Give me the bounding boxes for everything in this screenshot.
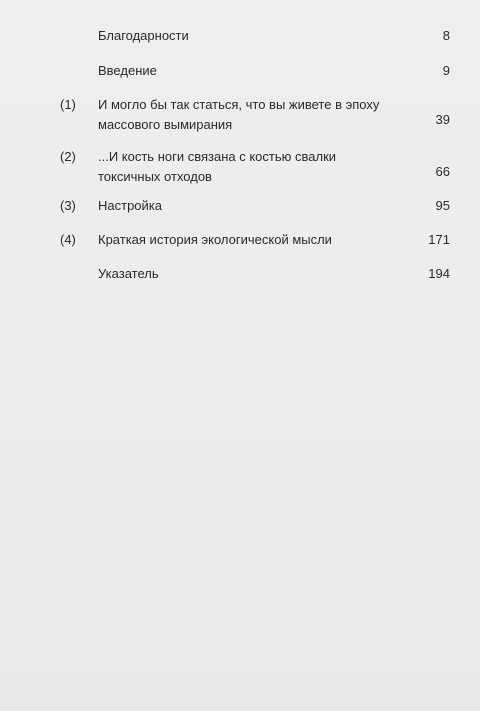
toc-title-line: токсичных отходов: [98, 169, 212, 184]
toc-title-line: массового вымирания: [98, 117, 233, 132]
toc-entry-title: [98, 95, 398, 135]
toc-entry-title: [98, 230, 398, 250]
toc-title-line: Настройка: [98, 198, 162, 213]
toc-page-number: 95: [435, 198, 450, 213]
toc-entry-title: [98, 264, 398, 284]
toc-chapter-number: (2): [60, 149, 76, 164]
toc-title-line: Указатель: [98, 266, 159, 281]
toc-entry-title: [98, 196, 398, 216]
toc-entry-title: [98, 26, 398, 46]
toc-title-line: ...И кость ноги связана с костью свалки: [98, 149, 337, 164]
toc-page-number: 171: [428, 232, 450, 247]
toc-chapter-number: (1): [60, 97, 76, 112]
toc-chapter-number: (4): [60, 232, 76, 247]
toc-chapter-number: (3): [60, 198, 76, 213]
toc-title-line: Благодарности: [98, 28, 189, 43]
toc-page-number: 9: [442, 63, 450, 78]
toc-title-line: Краткая история экологической мысли: [98, 232, 332, 247]
toc-page-number: 39: [435, 112, 450, 127]
toc-title-line: И могло бы так статься, что вы живете в эпоху: [98, 97, 380, 112]
toc-entry-title: [98, 61, 398, 81]
toc-entry-title: [98, 147, 398, 187]
toc-title-line: Введение: [98, 63, 157, 78]
toc-page-number: 8: [442, 28, 450, 43]
toc-page-number: 66: [435, 164, 450, 179]
toc-page-number: 194: [428, 266, 450, 281]
